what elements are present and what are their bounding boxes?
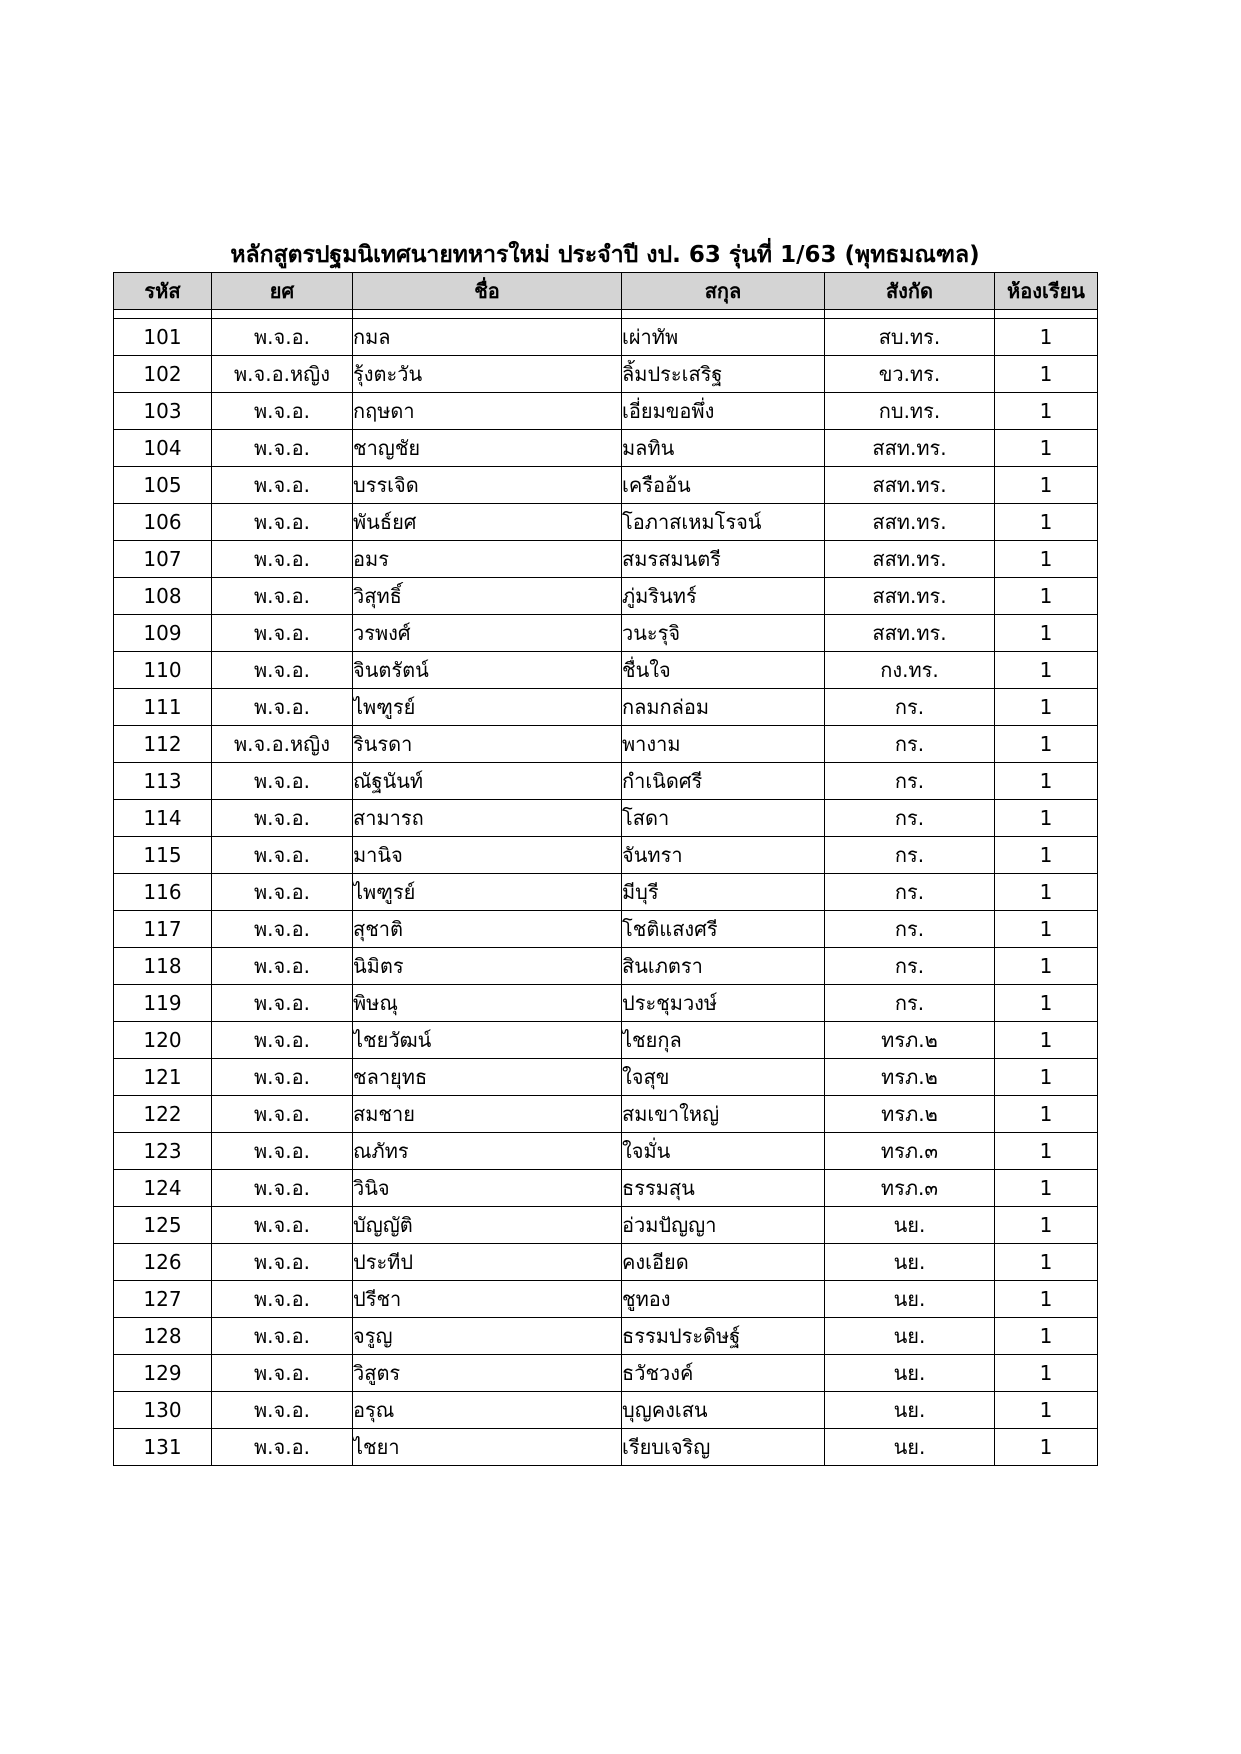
cell-unit: สสท.ทร. [825, 430, 995, 467]
cell-last-name: โชติแสงศรี [622, 911, 825, 948]
cell-first-name: กมล [353, 319, 622, 356]
column-header-rank: ยศ [212, 273, 353, 310]
cell-unit: สสท.ทร. [825, 578, 995, 615]
table-row [114, 615, 1098, 652]
cell-first-name: สุชาติ [353, 911, 622, 948]
cell-id: 119 [114, 985, 212, 1022]
cell-id: 117 [114, 911, 212, 948]
table-row [114, 1281, 1098, 1318]
table-row [114, 1096, 1098, 1133]
column-header-id: รหัส [114, 273, 212, 310]
cell-classroom: 1 [995, 615, 1098, 652]
cell-last-name: สมรสมนตรี [622, 541, 825, 578]
cell-classroom: 1 [995, 1133, 1098, 1170]
cell-first-name: ชลายุทธ [353, 1059, 622, 1096]
cell-unit: สบ.ทร. [825, 319, 995, 356]
cell-unit: ทรภ.๒ [825, 1059, 995, 1096]
column-header-last-name: สกุล [622, 273, 825, 310]
table-row [114, 504, 1098, 541]
cell-unit: กร. [825, 689, 995, 726]
cell-unit: ทรภ.๒ [825, 1096, 995, 1133]
cell-classroom: 1 [995, 1392, 1098, 1429]
table-row [114, 1059, 1098, 1096]
cell-last-name: ใจสุข [622, 1059, 825, 1096]
cell-first-name: วิสูตร [353, 1355, 622, 1392]
cell-last-name: อ่วมปัญญา [622, 1207, 825, 1244]
cell-last-name: เรียบเจริญ [622, 1429, 825, 1466]
cell-first-name: บรรเจิด [353, 467, 622, 504]
cell-rank: พ.จ.อ. [212, 1429, 353, 1466]
cell-last-name: บุญคงเสน [622, 1392, 825, 1429]
cell-first-name: กฤษดา [353, 393, 622, 430]
cell-rank: พ.จ.อ. [212, 430, 353, 467]
cell-last-name: มีบุรี [622, 874, 825, 911]
cell-unit: ทรภ.๓ [825, 1133, 995, 1170]
cell-unit: นย. [825, 1392, 995, 1429]
cell-first-name: ไพฑูรย์ [353, 689, 622, 726]
cell-unit: นย. [825, 1244, 995, 1281]
cell-last-name: จันทรา [622, 837, 825, 874]
cell-rank: พ.จ.อ. [212, 985, 353, 1022]
cell-last-name: ธรรมสุน [622, 1170, 825, 1207]
column-header-unit: สังกัด [825, 273, 995, 310]
cell-classroom: 1 [995, 948, 1098, 985]
cell-first-name: วินิจ [353, 1170, 622, 1207]
cell-id: 126 [114, 1244, 212, 1281]
cell-classroom: 1 [995, 911, 1098, 948]
cell-unit: กร. [825, 800, 995, 837]
cell-first-name: วิสุทธิ์ [353, 578, 622, 615]
table-row [114, 467, 1098, 504]
cell-id: 118 [114, 948, 212, 985]
cell-classroom: 1 [995, 1281, 1098, 1318]
cell-id: 127 [114, 1281, 212, 1318]
cell-classroom: 1 [995, 1096, 1098, 1133]
cell-rank: พ.จ.อ. [212, 467, 353, 504]
cell-classroom: 1 [995, 800, 1098, 837]
table-row [114, 763, 1098, 800]
cell-id: 110 [114, 652, 212, 689]
cell-classroom: 1 [995, 1355, 1098, 1392]
cell-unit: สสท.ทร. [825, 504, 995, 541]
cell-classroom: 1 [995, 689, 1098, 726]
cell-unit: สสท.ทร. [825, 467, 995, 504]
roster-table [113, 272, 1098, 1466]
cell-id: 120 [114, 1022, 212, 1059]
cell-unit: กง.ทร. [825, 652, 995, 689]
cell-unit: นย. [825, 1281, 995, 1318]
cell-classroom: 1 [995, 652, 1098, 689]
cell-rank: พ.จ.อ. [212, 1022, 353, 1059]
cell-first-name: ไชยา [353, 1429, 622, 1466]
cell-unit: ขว.ทร. [825, 356, 995, 393]
table-row [114, 911, 1098, 948]
cell-rank: พ.จ.อ. [212, 1059, 353, 1096]
cell-classroom: 1 [995, 541, 1098, 578]
cell-classroom: 1 [995, 1318, 1098, 1355]
cell-unit: นย. [825, 1429, 995, 1466]
cell-unit: สสท.ทร. [825, 615, 995, 652]
cell-id: 111 [114, 689, 212, 726]
cell-classroom: 1 [995, 1244, 1098, 1281]
table-row [114, 652, 1098, 689]
cell-first-name: พิษณุ [353, 985, 622, 1022]
cell-unit: สสท.ทร. [825, 541, 995, 578]
cell-classroom: 1 [995, 1170, 1098, 1207]
cell-last-name: ชูทอง [622, 1281, 825, 1318]
cell-unit: ทรภ.๓ [825, 1170, 995, 1207]
cell-first-name: อรุณ [353, 1392, 622, 1429]
cell-last-name: ใจมั่น [622, 1133, 825, 1170]
cell-first-name: พันธ์ยศ [353, 504, 622, 541]
cell-rank: พ.จ.อ. [212, 1207, 353, 1244]
table-row [114, 356, 1098, 393]
cell-classroom: 1 [995, 726, 1098, 763]
cell-first-name: ณัฐนันท์ [353, 763, 622, 800]
cell-id: 116 [114, 874, 212, 911]
cell-id: 128 [114, 1318, 212, 1355]
cell-classroom: 1 [995, 578, 1098, 615]
cell-id: 113 [114, 763, 212, 800]
table-row [114, 985, 1098, 1022]
column-header-classroom: ห้องเรียน [995, 273, 1098, 310]
cell-rank: พ.จ.อ. [212, 578, 353, 615]
cell-last-name: ภู่มรินทร์ [622, 578, 825, 615]
cell-classroom: 1 [995, 393, 1098, 430]
cell-classroom: 1 [995, 837, 1098, 874]
document-title: หลักสูตรปฐมนิเทศนายทหารใหม่ ประจำปี งป. 63 รุ่นที่ 1/63 (พุทธมณฑล) [230, 242, 980, 268]
cell-last-name: ไชยกุล [622, 1022, 825, 1059]
cell-classroom: 1 [995, 1429, 1098, 1466]
cell-unit: นย. [825, 1207, 995, 1244]
cell-first-name: อมร [353, 541, 622, 578]
cell-last-name: ประชุมวงษ์ [622, 985, 825, 1022]
cell-id: 121 [114, 1059, 212, 1096]
cell-id: 103 [114, 393, 212, 430]
cell-classroom: 1 [995, 467, 1098, 504]
cell-id: 123 [114, 1133, 212, 1170]
table-row [114, 393, 1098, 430]
cell-first-name: ชาญชัย [353, 430, 622, 467]
cell-classroom: 1 [995, 763, 1098, 800]
cell-rank: พ.จ.อ. [212, 1392, 353, 1429]
cell-id: 104 [114, 430, 212, 467]
cell-id: 105 [114, 467, 212, 504]
cell-rank: พ.จ.อ. [212, 1170, 353, 1207]
cell-id: 125 [114, 1207, 212, 1244]
cell-classroom: 1 [995, 1059, 1098, 1096]
cell-last-name: ธรรมประดิษฐ์ [622, 1318, 825, 1355]
cell-unit: กบ.ทร. [825, 393, 995, 430]
cell-id: 112 [114, 726, 212, 763]
cell-id: 115 [114, 837, 212, 874]
cell-rank: พ.จ.อ. [212, 615, 353, 652]
cell-rank: พ.จ.อ. [212, 652, 353, 689]
header-row [114, 273, 1098, 310]
cell-rank: พ.จ.อ. [212, 393, 353, 430]
cell-first-name: ไชยวัฒน์ [353, 1022, 622, 1059]
cell-id: 106 [114, 504, 212, 541]
cell-rank: พ.จ.อ. [212, 948, 353, 985]
cell-rank: พ.จ.อ. [212, 1244, 353, 1281]
cell-rank: พ.จ.อ. [212, 837, 353, 874]
cell-last-name: ลิ้มประเสริฐ [622, 356, 825, 393]
table-row [114, 1244, 1098, 1281]
cell-last-name: พางาม [622, 726, 825, 763]
cell-last-name: ธวัชวงค์ [622, 1355, 825, 1392]
table-row [114, 1207, 1098, 1244]
cell-rank: พ.จ.อ. [212, 689, 353, 726]
cell-first-name: ไพฑูรย์ [353, 874, 622, 911]
cell-id: 101 [114, 319, 212, 356]
cell-last-name: คงเอียด [622, 1244, 825, 1281]
roster-body [114, 310, 1098, 1466]
cell-first-name: บัญญัติ [353, 1207, 622, 1244]
cell-id: 122 [114, 1096, 212, 1133]
cell-id: 102 [114, 356, 212, 393]
table-row [114, 578, 1098, 615]
cell-rank: พ.จ.อ. [212, 1133, 353, 1170]
table-row [114, 1133, 1098, 1170]
table-row [114, 800, 1098, 837]
cell-id: 109 [114, 615, 212, 652]
table-row [114, 541, 1098, 578]
cell-last-name: เผ่าทัพ [622, 319, 825, 356]
cell-last-name: เอี่ยมขอพึ่ง [622, 393, 825, 430]
cell-rank: พ.จ.อ. [212, 874, 353, 911]
header-spacer [114, 310, 1098, 319]
cell-id: 131 [114, 1429, 212, 1466]
table-row [114, 1355, 1098, 1392]
column-header-first-name: ชื่อ [353, 273, 622, 310]
cell-id: 114 [114, 800, 212, 837]
table-row [114, 1022, 1098, 1059]
cell-first-name: ประทีป [353, 1244, 622, 1281]
cell-last-name: กลมกล่อม [622, 689, 825, 726]
cell-rank: พ.จ.อ. [212, 763, 353, 800]
cell-last-name: ชื่นใจ [622, 652, 825, 689]
cell-unit: กร. [825, 763, 995, 800]
cell-classroom: 1 [995, 356, 1098, 393]
cell-rank: พ.จ.อ. [212, 911, 353, 948]
cell-first-name: นิมิตร [353, 948, 622, 985]
cell-last-name: กำเนิดศรี [622, 763, 825, 800]
cell-rank: พ.จ.อ. [212, 1355, 353, 1392]
cell-classroom: 1 [995, 1022, 1098, 1059]
cell-first-name: รินรดา [353, 726, 622, 763]
cell-classroom: 1 [995, 430, 1098, 467]
cell-first-name: รุ้งตะวัน [353, 356, 622, 393]
cell-classroom: 1 [995, 504, 1098, 541]
cell-unit: นย. [825, 1355, 995, 1392]
cell-classroom: 1 [995, 874, 1098, 911]
table-row [114, 1170, 1098, 1207]
table-row [114, 948, 1098, 985]
cell-unit: กร. [825, 911, 995, 948]
table-row [114, 430, 1098, 467]
cell-unit: กร. [825, 726, 995, 763]
table-row [114, 1392, 1098, 1429]
cell-unit: กร. [825, 874, 995, 911]
cell-last-name: วนะรุจิ [622, 615, 825, 652]
cell-rank: พ.จ.อ. [212, 541, 353, 578]
table-row [114, 319, 1098, 356]
cell-last-name: โสดา [622, 800, 825, 837]
cell-first-name: สมชาย [353, 1096, 622, 1133]
cell-first-name: ปรีชา [353, 1281, 622, 1318]
cell-classroom: 1 [995, 1207, 1098, 1244]
cell-last-name: สมเขาใหญ่ [622, 1096, 825, 1133]
cell-last-name: มลทิน [622, 430, 825, 467]
cell-unit: กร. [825, 985, 995, 1022]
table-row [114, 689, 1098, 726]
cell-id: 124 [114, 1170, 212, 1207]
cell-last-name: โอภาสเหมโรจน์ [622, 504, 825, 541]
table-row [114, 837, 1098, 874]
cell-rank: พ.จ.อ. [212, 504, 353, 541]
cell-id: 130 [114, 1392, 212, 1429]
cell-rank: พ.จ.อ. [212, 319, 353, 356]
cell-rank: พ.จ.อ. [212, 1281, 353, 1318]
cell-classroom: 1 [995, 319, 1098, 356]
cell-rank: พ.จ.อ. [212, 1096, 353, 1133]
cell-id: 107 [114, 541, 212, 578]
cell-first-name: มานิจ [353, 837, 622, 874]
table-row [114, 874, 1098, 911]
cell-rank: พ.จ.อ. [212, 1318, 353, 1355]
cell-unit: ทรภ.๒ [825, 1022, 995, 1059]
cell-unit: กร. [825, 837, 995, 874]
cell-first-name: วรพงศ์ [353, 615, 622, 652]
cell-unit: กร. [825, 948, 995, 985]
table-row [114, 726, 1098, 763]
table-row [114, 1429, 1098, 1466]
table-row [114, 1318, 1098, 1355]
cell-last-name: เครืออ้น [622, 467, 825, 504]
cell-unit: นย. [825, 1318, 995, 1355]
cell-id: 129 [114, 1355, 212, 1392]
cell-first-name: ณภัทร [353, 1133, 622, 1170]
cell-rank: พ.จ.อ.หญิง [212, 726, 353, 763]
cell-first-name: จรูญ [353, 1318, 622, 1355]
cell-classroom: 1 [995, 985, 1098, 1022]
cell-rank: พ.จ.อ. [212, 800, 353, 837]
cell-last-name: สินเภตรา [622, 948, 825, 985]
cell-id: 108 [114, 578, 212, 615]
cell-first-name: สามารถ [353, 800, 622, 837]
cell-first-name: จินตรัตน์ [353, 652, 622, 689]
cell-rank: พ.จ.อ.หญิง [212, 356, 353, 393]
